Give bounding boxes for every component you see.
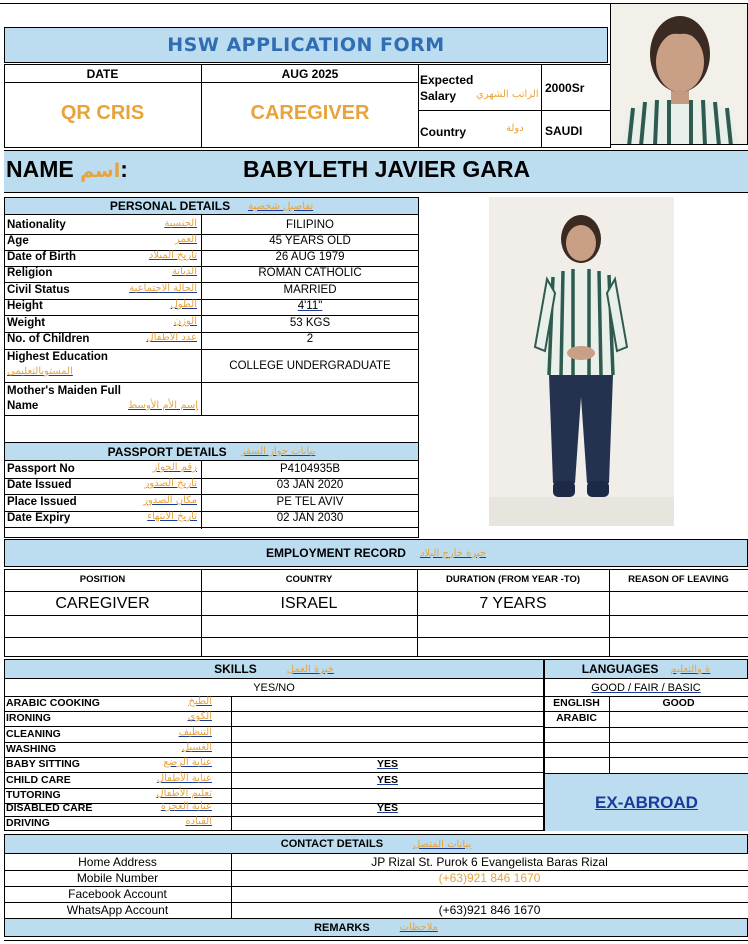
personal-label-ar: الطول [170, 299, 197, 310]
passport-value: 02 JAN 2030 [276, 512, 344, 524]
passport-header-ar: بيانات جواز السفر [240, 446, 316, 457]
skill-label: DRIVING [6, 817, 50, 829]
personal-value: 2 [306, 333, 314, 345]
name-label [6, 156, 128, 183]
skill-label: BABY SITTING [6, 758, 80, 770]
passport-value: PE TEL AVIV [276, 496, 344, 508]
row-divider [544, 742, 748, 743]
contact-value: (+63)921 846 1670 [438, 871, 541, 885]
portrait-photo [610, 3, 748, 145]
language-scale: GOOD / FAIR / BASIC [591, 682, 701, 694]
expected-salary-label: Expected Salary [420, 73, 474, 103]
row-divider [4, 349, 419, 350]
skill-label-ar: تعليم الأطفال [156, 788, 212, 799]
languages-header-ar: ة والتعليم [670, 663, 711, 675]
country-ar: دولة [506, 123, 524, 134]
skill-label-ar: عناية الرضع [163, 757, 212, 768]
employment-header [4, 539, 748, 567]
skill-label: IRONING [6, 712, 51, 724]
row-divider [4, 711, 544, 712]
skills-header [4, 659, 544, 679]
ex-abroad-box [544, 774, 748, 831]
skill-label: TUTORING [6, 789, 61, 801]
personal-header-text: PERSONAL DETAILS [109, 199, 231, 213]
skills-header-text: SKILLS [214, 662, 257, 676]
skill-label-ar: القيادة [185, 816, 212, 827]
ex-abroad-label: EX-ABROAD [595, 792, 698, 812]
personal-label-ar: عدد الاطفال [146, 332, 197, 343]
employment-column-header: POSITION [79, 574, 126, 585]
skill-label-ar: عناية الأطفال [156, 773, 212, 784]
applicant-name: BABYLETH JAVIER GARA [243, 156, 531, 182]
contact-header-text: CONTACT DETAILS [280, 838, 384, 850]
skill-label: CHILD CARE [6, 774, 71, 786]
personal-label: Age [7, 235, 29, 247]
passport-label-ar: تاريخ الصدور [144, 478, 197, 489]
skill-label: WASHING [6, 743, 57, 755]
employment-column-header: DURATION (FROM YEAR -TO) [445, 574, 581, 585]
language-label: ARABIC [556, 712, 597, 724]
personal-label: Date of Birth [7, 251, 76, 263]
languages-header [544, 659, 748, 679]
skill-value: YES [376, 802, 398, 814]
personal-header-ar: تفاصيل شخصية [248, 200, 314, 212]
skill-value: YES [376, 758, 398, 770]
skill-label: ARABIC COOKING [6, 697, 100, 709]
passport-label: Date Expiry [7, 512, 71, 524]
personal-label-ar: الوزن [173, 316, 197, 327]
passport-label-ar: رقم الجواز [152, 462, 197, 473]
expected-salary-value: 2000Sr [545, 81, 585, 95]
language-label: ENGLISH [553, 697, 600, 709]
contact-label: WhatsApp Account [66, 903, 169, 917]
row-divider [4, 382, 419, 383]
skill-label-ar: الغسيل [181, 742, 212, 753]
personal-label: Height [7, 300, 43, 312]
top-cutoff-line [0, 0, 610, 4]
name-label-text: NAME [6, 156, 74, 182]
education-value: COLLEGE UNDERGRADUATE [229, 360, 391, 372]
contact-header [4, 834, 748, 854]
employment-cell: CAREGIVER [55, 595, 150, 612]
row-divider [4, 415, 419, 416]
personal-label: Civil Status [7, 284, 70, 296]
form-title-bar [4, 27, 608, 63]
row-divider [544, 711, 748, 712]
row-divider [4, 742, 544, 743]
skills-yes-no-header: YES/NO [253, 682, 295, 694]
personal-label: Weight [7, 317, 46, 329]
contact-label: Facebook Account [68, 887, 167, 901]
personal-label-ar: الجنسية [164, 218, 197, 229]
position-applied: CAREGIVER [250, 102, 370, 124]
personal-header [4, 197, 419, 215]
row-divider [4, 527, 419, 528]
employment-cell: 7 YEARS [479, 595, 547, 612]
row-divider [4, 315, 419, 316]
passport-header-text: PASSPORT DETAILS [107, 444, 227, 459]
portrait-figure [611, 4, 748, 145]
skill-label-ar: الطبخ [188, 696, 212, 707]
remarks-label: REMARKS [314, 921, 370, 934]
contact-label: Mobile Number [76, 871, 159, 885]
education-label-ar: المستوىالتعليمى [7, 366, 73, 377]
row-divider [4, 772, 544, 773]
row-divider [544, 757, 748, 758]
date-value: AUG 2025 [281, 67, 339, 81]
employment-header-text: EMPLOYMENT RECORD [265, 546, 406, 560]
passport-label-ar: تاريخ الانتهاء [147, 511, 197, 522]
employment-column-header: COUNTRY [285, 574, 333, 585]
personal-label: Religion [7, 267, 53, 279]
country-label: Country [420, 125, 466, 139]
row-divider [4, 816, 544, 817]
skill-label-ar: عناية العجزة [160, 801, 212, 812]
contact-label: Home Address [78, 855, 157, 869]
personal-label: No. of Children [7, 333, 90, 345]
country-value: SAUDI [545, 124, 583, 138]
expected-salary-ar: الراتب الشهري [476, 89, 539, 100]
full-body-figure [489, 197, 674, 526]
language-level: GOOD [662, 697, 695, 709]
date-label: DATE [86, 67, 119, 81]
row-divider [4, 494, 419, 495]
personal-label-ar: الديانة [171, 266, 197, 277]
remarks-ar: ملاحظات [399, 922, 438, 933]
remarks-header [4, 918, 748, 937]
personal-value: 53 KGS [289, 317, 331, 329]
row-divider [4, 726, 544, 727]
personal-value: 26 AUG 1979 [275, 251, 345, 263]
form-title: HSW APPLICATION FORM [167, 34, 445, 56]
contact-value: JP Rizal St. Purok 6 Evangelista Baras Rizal [371, 855, 608, 869]
row-divider [4, 282, 419, 283]
passport-label-ar: مكان الصدور [143, 495, 197, 506]
contact-header-ar: بيانات المتصل [413, 838, 472, 850]
passport-label: Date Issued [7, 479, 72, 491]
passport-header [4, 443, 419, 461]
row-divider [544, 727, 748, 728]
personal-label-ar: العمر [175, 234, 197, 245]
personal-value: 45 YEARS OLD [269, 235, 351, 247]
employment-cell: ISRAEL [280, 595, 338, 612]
maiden-name-label: Mother's Maiden Full Name [7, 385, 121, 412]
name-colon: : [120, 156, 128, 182]
passport-value: 03 JAN 2020 [276, 479, 344, 491]
skills-header-ar: خبرة العمل [286, 663, 334, 675]
personal-value: FILIPINO [286, 219, 334, 231]
skill-label: DISABLED CARE [6, 802, 93, 814]
skill-label-ar: التنظيف [178, 727, 212, 738]
employment-column-header: REASON OF LEAVING [628, 574, 729, 585]
languages-header-text: LANGUAGES [581, 662, 659, 676]
row-divider [4, 788, 544, 789]
name-label-ar: اسم [80, 160, 121, 182]
personal-label-ar: تاريخ الميلاد [148, 250, 197, 261]
personal-label: Nationality [7, 219, 66, 231]
education-label: Highest Education [7, 351, 108, 363]
employment-header-ar: خبرة خارج البلاد [419, 547, 487, 559]
agency-name: QR CRIS [60, 102, 145, 124]
skill-label-ar: الكوي [187, 711, 212, 722]
personal-value: 4'11" [297, 300, 323, 312]
maiden-name-label-ar: إسم الأم الأوسط [128, 400, 199, 411]
passport-label: Passport No [7, 463, 75, 475]
personal-label-ar: الحالة الاجتماعية [129, 283, 197, 294]
contact-value: (+63)921 846 1670 [438, 903, 541, 917]
full-body-photo [489, 197, 674, 526]
passport-label: Place Issued [7, 496, 77, 508]
skill-label: CLEANING [6, 728, 61, 740]
personal-value: ROMAN CATHOLIC [258, 267, 362, 279]
skill-value: YES [376, 774, 398, 786]
passport-value: P4104935B [279, 463, 341, 475]
personal-value: MARRIED [283, 284, 337, 296]
